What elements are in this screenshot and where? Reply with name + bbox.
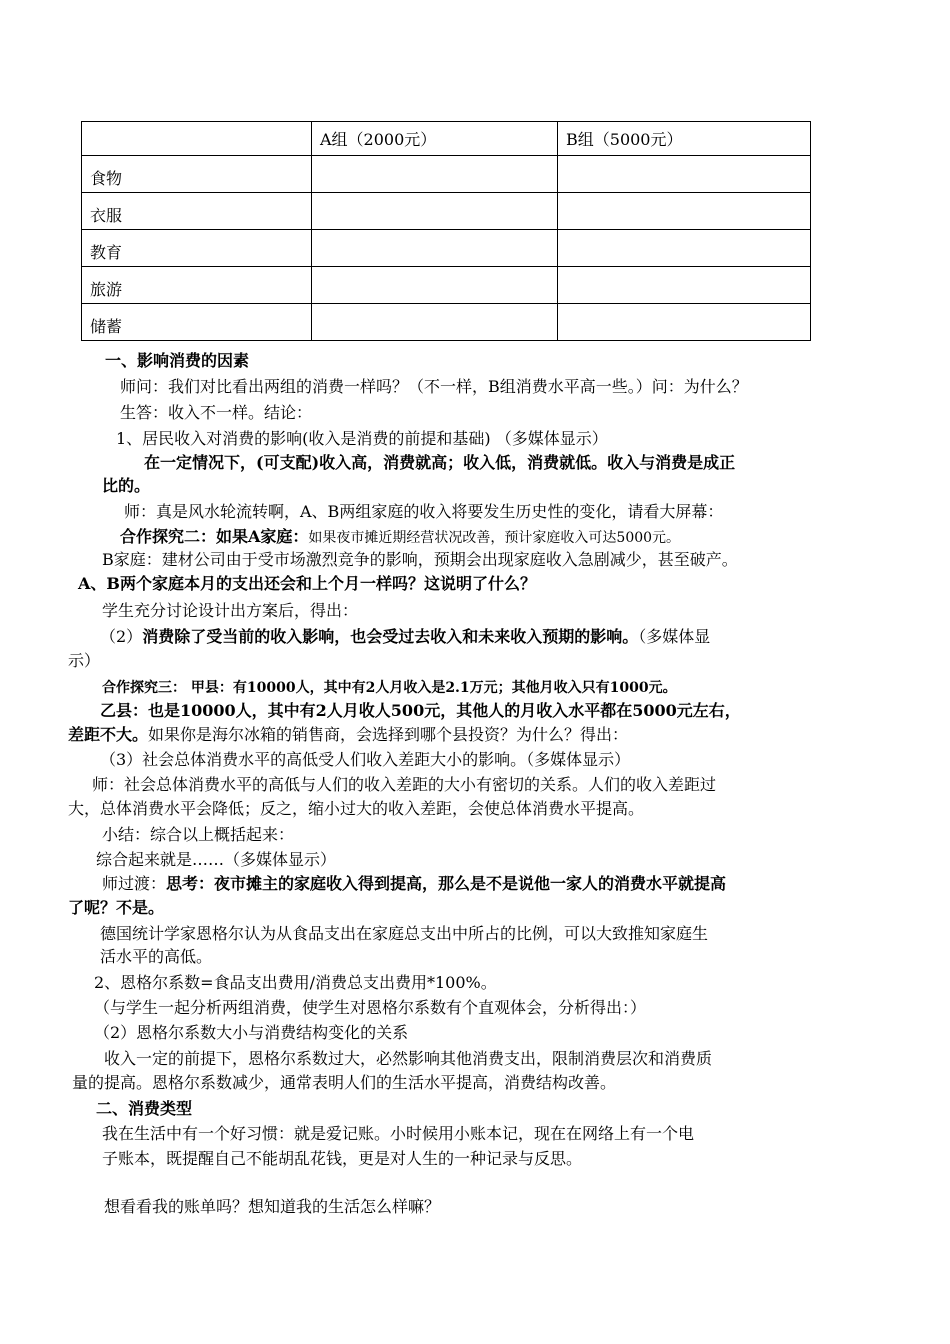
cell-a <box>312 193 558 230</box>
cell-a <box>312 230 558 267</box>
inquiry-label: 合作探究二：如果A家庭： <box>120 527 309 546</box>
bold-question: A、B两个家庭本月的支出还会和上个月一样吗？这说明了什么？ <box>78 574 536 593</box>
table-row <box>82 193 811 230</box>
inquiry-three: 合作探究三： 甲县：有10000人，其中有2人月收入是2.1万元；其他月收入只有1000元。 <box>102 680 677 696</box>
row-label: 旅游 <box>82 267 312 304</box>
table-header-cell: B组（5000元） <box>558 122 811 156</box>
paragraph: （2）恩格尔系数大小与消费结构变化的关系 <box>94 1023 409 1042</box>
cell-a <box>312 267 558 304</box>
bold-statement: 消费除了受当前的收入影响，也会受过去收入和未来收入预期的影响。 <box>142 627 639 646</box>
paragraph: 学生充分讨论设计出方案后，得出： <box>102 601 359 620</box>
cell-b <box>558 193 811 230</box>
bold-statement: 思考：夜市摊主的家庭收入得到提高，那么是不是说他一家人的消费水平就提高 <box>166 874 727 893</box>
paragraph: 我在生活中有一个好习惯：就是爱记账。小时候用小账本记，现在在网络上有一个电 <box>102 1124 695 1143</box>
paragraph: （与学生一起分析两组消费，使学生对恩格尔系数有个直观体会，分析得出：） <box>94 998 647 1017</box>
paragraph-text: 如果你是海尔冰箱的销售商，会选择到哪个县投资？为什么？得出： <box>148 725 629 744</box>
row-label: 食物 <box>82 156 312 193</box>
section-heading-2: 二、消费类型 <box>96 1099 193 1118</box>
paragraph: 2、恩格尔系数=食品支出费用/消费总支出费用*100%。 <box>94 973 497 992</box>
bold-statement: 在一定情况下，(可支配)收入高，消费就高；收入低，消费就低。收入与消费是成正 <box>144 453 736 472</box>
paragraph: （3）社会总体消费水平的高低受人们收入差距大小的影响。（多媒体显示） <box>100 750 631 769</box>
paragraph <box>68 724 628 746</box>
paragraph: 活水平的高低。 <box>100 947 213 966</box>
paragraph: 示） <box>68 651 101 670</box>
table-header-cell <box>82 122 312 156</box>
cell-a <box>312 304 558 341</box>
paragraph: 1、居民收入对消费的影响(收入是消费的前提和基础) （多媒体显示） <box>116 429 608 448</box>
section-heading-1: 一、影响消费的因素 <box>105 351 250 370</box>
bold-statement: 差距不大。 <box>68 725 149 744</box>
paragraph: 大，总体消费水平会降低；反之，缩小过大的收入差距，会使总体消费水平提高。 <box>68 799 645 818</box>
paragraph: 师：真是风水轮流转啊，A、B两组家庭的收入将要发生历史性的变化，请看大屏幕： <box>124 502 724 521</box>
table-header-row <box>82 122 811 156</box>
paragraph: 想看看我的账单吗？想知道我的生活怎么样嘛？ <box>104 1197 441 1216</box>
paragraph: 师：社会总体消费水平的高低与人们的收入差距的大小有密切的关系。人们的收入差距过 <box>92 775 717 794</box>
paragraph: 德国统计学家恩格尔认为从食品支出在家庭总支出中所占的比例，可以大致推知家庭生 <box>100 924 709 943</box>
row-label: 衣服 <box>82 193 312 230</box>
cell-b <box>558 267 811 304</box>
paragraph: 师问：我们对比看出两组的消费一样吗？（不一样，B组消费水平高一些。）问：为什么？ <box>120 377 748 396</box>
paragraph: 小结：综合以上概括起来： <box>102 825 295 844</box>
inquiry-text: 如果夜市摊近期经营状况改善，预计家庭收入可达5000元。 <box>308 530 681 546</box>
cell-b <box>558 304 811 341</box>
paragraph <box>100 626 710 648</box>
paragraph-text: 师过渡： <box>102 874 167 893</box>
row-label: 教育 <box>82 230 312 267</box>
cell-b <box>558 156 811 193</box>
bold-statement: 比的。 <box>102 476 151 495</box>
table-row <box>82 304 811 341</box>
paragraph: 生答：收入不一样。结论： <box>120 403 313 422</box>
table-row <box>82 156 811 193</box>
table-row <box>82 230 811 267</box>
cell-b <box>558 230 811 267</box>
note: （多媒体显 <box>638 627 711 646</box>
bold-statement: 了呢？不是。 <box>68 898 165 917</box>
cell-a <box>312 156 558 193</box>
consumption-comparison-table <box>81 121 811 341</box>
row-label: 储蓄 <box>82 304 312 341</box>
table-header-cell: A组（2000元） <box>312 122 558 156</box>
paragraph: B家庭：建材公司由于受市场激烈竞争的影响，预期会出现家庭收入急剧减少，甚至破产。 <box>102 550 738 569</box>
paragraph <box>102 873 726 895</box>
paragraph: 量的提高。恩格尔系数减少，通常表明人们的生活水平提高，消费结构改善。 <box>72 1073 617 1092</box>
table-row <box>82 267 811 304</box>
paragraph <box>120 526 680 549</box>
list-number: （2） <box>100 627 143 646</box>
bold-statement: 乙县：也是10000人，其中有2人月收人500元，其他人的月收入水平都在5000元左右， <box>100 701 741 720</box>
paragraph: 子账本，既提醒自己不能胡乱花钱，更是对人生的一种记录与反思。 <box>102 1149 583 1168</box>
paragraph: 综合起来就是……（多媒体显示） <box>96 850 337 869</box>
paragraph: 收入一定的前提下，恩格尔系数过大，必然影响其他消费支出，限制消费层次和消费质 <box>104 1049 713 1068</box>
